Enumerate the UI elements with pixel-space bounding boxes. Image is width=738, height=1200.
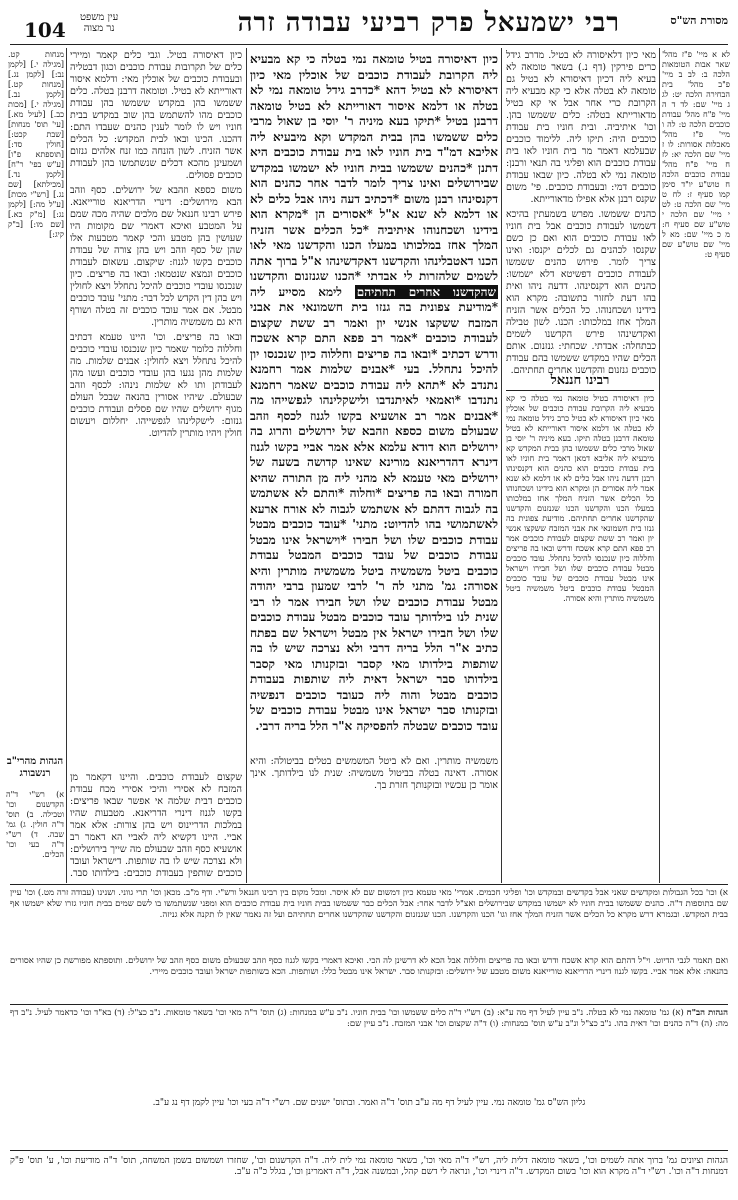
page-header — [10, 6, 728, 46]
hagahot-bach-caption: הגהות הב"ח — [686, 1008, 728, 1018]
gemara-main-text — [250, 52, 498, 752]
header-rule — [10, 44, 728, 45]
bottom-rashi-text: א) וכו' בכל הגבולות ומקדשים שאני אבל בקדשים ובמקדש וכו' ופליגי חכמים. אמרי' מאי טעמא כיון דמשום שם לא איסר. ומכל מקום בין רבינו חננאל ורש"י. ודף מ"ב. מכאן וכו' תרי גווני. ושנינו (עבודה זרה מט.) וכו' עיין שם בתוספות ד"ה. כהנים ששמשו בבית חוניו לא ישמשו במקדש שבירושלים ואצ"ל לדבר אחר: אבל הכלים כבר ששמשו בבית חוניו בית עבודת כוכבים הוא ומפני שנשתמשו בו לשם שמים בבית חוניו גזרו שלא ישמשו אף בבית המקדש. ובגמרא דרש מקרא כל הכלים אשר הזניח המלך אחז וגו' הכנו והקדשנו. הכנו שגנזנום והקדשנו שהקדשנו אחרים תחתיהם ועל זה נאמר שאין לו תקנה אלא גניזה. — [10, 888, 728, 920]
section-rule — [10, 1004, 728, 1005]
rabbeinu-chananel-column — [506, 394, 654, 878]
hagahot-text: א) רש"י ד"ה הקדשנום וכו' וטבילה. ב) תוס' ד"ה חולין. ג) גמ' שבה. ד) רש"י ד"ה בעי וכו' הכלים. — [6, 790, 64, 859]
rashi-text-3: ובאו בה פריצים. וכו' היינו טעמא דכתיב וחללוה כלומר שאמר כיון שנכנסו עובדי כוכבים להיכל נתחלל ויצא לחולין: אבנים שלמות. מה שלמות מהן נגעו בהן עובדי כוכבים ועשו מהן לעבודתן ותו לא שלמות נינהו: לכסף וזהב שבעולם. שיהיו אסורין בהנאה שבכל העולם מגוף ירושלים שהיו שם פסלים ועבודת כוכבים גנזום: לישקלינהו לגפשייהו. יחללום ויעשום חולין ויהיו מותרין להדיוט. — [70, 332, 242, 439]
rashi-text-1: כיון דאיסורה בטיל. וגבי כלים קאמר ומיירי כלים של תקרובות עבודת כוכבים וכגון דבטליה ובעבודת כוכבים של אוכלין מאי: ודלמא איסור דאורייתא לא בטיל. וטומאה דרבנן בטלה. כלים ששמשו בהן במקדש ששמשו בהן עבודת כוכבים מהו להשתמש בהן שוב במקדש בבית חוניו ויש לו לומר לענין כהנים שעבדו התם: דהכנו. הכינו ובאו לבית המקדש: כל הכלים אשר הזניח. לשון הזנחה כמו זנח אלהים גנזום ושמעינן מהכא דכלים שנשתמשו בהן לעבודת כוכבים פסולים. — [70, 50, 242, 181]
tosafot-text-1: מאי כיון דלאיסורה לא בטיל. מדרב גידל כרים פירקין (דף נ.) בשאר טומאה לא בעיא ליה דכיון דאיסורא לא בטיל גם טומאה לא בטלה אלא כי קא מבעיא ליה הקרובת כרי אחר אבל אי קא בטיל מדאורייתא בטלה: כלים ששמשו בהן. וכו' איתיביה. ובית חוניו בית עבודת כוכבים היה: תיקו ליה. ללימוד כוכבים שבעלמא דאמר מר בית חוניו לאו בית עבודת כוכבים הוא ופליגי בה תנאי ורבנן: טומאה נמי לא בטלה. כיון שבאו עבודת כוכבים דמי: ובעבודת כוכבים. פי' משום שקנס רבנן אלא אפילו מדאורייתא. — [506, 50, 656, 205]
section-rule — [10, 1150, 728, 1151]
hagahot-vetziyunim — [10, 1156, 728, 1196]
rashi-column — [70, 50, 242, 770]
caption-rule — [506, 390, 654, 391]
highlighted-phrase: שהקדשנו אחרים תחתיהם — [356, 284, 496, 299]
divider — [501, 48, 502, 883]
bottom-commentary — [10, 888, 728, 954]
bottom-commentary-2 — [10, 956, 728, 1000]
hagahot-caption: הגהות מהרי"ב רנשבורג — [6, 756, 64, 779]
hagahot-column — [6, 790, 64, 880]
divider — [246, 48, 247, 883]
gemara-text-1: כיון דאיסורה בטיל טומאה נמי בטלה כי קא מבעיא ליה הקרובת לעבודת כוכבים של אוכלין מאי כיון דאיסורא לא בטיל דהא *כדרב גידל טומאה נמי לא בטלה או דלמא איסור דאורייתא לא בטיל טומאה דרבנן בטיל *תיקו בעא מיניה ר' יוסי בן שאול מרבי כלים ששמשו בהן בבית המקדש וקא מיבעיא ליה אליבא דמ"ד בית חוניו לאו בית עבודת כוכבים היא דתנן *כהנים ששמשו בבית חוניו לא ישמשו במקדש שבירושלים ואינו צריך לומר לדבר אחר כהנים הוא דקנסינהו רבנן משום *דכתיב דעה ניהו אבל כלים לא או דלמא לא שנא א"ל *אסורים הן *מקרא הוא בידינו ושכחנוהו איתיביה *כל הכלים אשר הזניח המלך אחז במלכותו במעלו הכנו והקדשנו מאי לאו הכנו דאטבלינהו והקדשנו דאקדשינהו א"ל ברוך אתה לשמים שלהזרות לי אבדתי *הכנו שגנזנום והקדשנו — [250, 52, 498, 283]
rashi-text-2: משום כספא וזהבא של ירושלים. כסף וזהב הבא מירושלים: דינרי הדריאנא טורייאנא. פירש רבינו חננאל שם מלכים שהיה מכה שמם על המטבע ואיכא דאמרי שם מקומות היו שעושין בהן מטבע והכי קאמר מטבעות אלו שהן של כסף וזהב ויש בהן צורה של עבודת כוכבים בקשו לגנוז: שיקצום. עשאום לעבודת כוכבים ונמצא שנטמאו: ובאו בה פריצים. כיון שנכנסו עובדי כוכבים להיכל נתחלל ויצא לחולין ויש בהן דין הקדש לכל דבר: מתני' עובד כוכבים מבטל. אם אמר עובד כוכבים זה בטלה ושורף היא גם משמשיה מותרין. — [70, 185, 242, 328]
section-rule — [10, 884, 728, 885]
divider — [659, 48, 660, 883]
rabbeinu-chananel-caption: רבינו חננאל — [550, 373, 610, 388]
tosafot-column-left — [70, 772, 242, 880]
tosafot-column-bottom — [250, 756, 498, 880]
tosafot-text-3: שקצום לעבודת כוכבים. והיינו דקאמר מן המזבח לא אסירי והיכי אסירי מכח עבודת כוכבים דבית שלמה אי אפשר שבאו פריצים: בקשו לגנוז דינרי הדריאנא. מטבעות שהיו במלכות הדריינוס ויש בהן צורות: אלא אמר אביי. היינו דקשיא ליה לאביי הא דאמר רב אושעיא כסף וזהב שבעולם מה שייך בירושלים: ולא נצרכה שיש לו בה שותפות. דישראל ועובד כוכבים שותפין בעבודת כוכבים: בילדותו סבר. — [70, 772, 242, 879]
tosafot-text-4: משמשיה מותרין. ואם לא ביטל המשמשים בטלים בביטולה: והיא אסורה. דאינה בטלה בביטול משמשיה: שנית לנו בילדותך. אינך אומר כן עכשיו ובזקנותך חזרת בך. — [250, 756, 498, 791]
tosafot-text-2: כהנים ששמשו. מפרש בשמעתין בהיכא דשמשו לעבודת כוכבים אבל בית חוניו לאו עבודת כוכבים הוא ואם כן כשם שקנסו לכהנים גם לכלים יקנסו: ואינו צריך לומר. פירוש כהנים ששמשו לעבודת כוכבים דפשיטא דלא ישמשו: כהנים הוא דקנסינהו. דדעה ניהו ואית בהו דעת לחזור בתשובה: מקרא הוא בידינו ושכחנוהו. כל הכלים אשר הזניח המלך אחז במלכותו: הכנו. לשון טבילה ואקדשינהו פירש הקדשנו לשמים כבתחלה: אבדתי. שכחתי: גנזנום. אותם הכלים שהיו במקדש ששמשו בהם עבודת כוכבים גנזנום והקדשנו אחרים תחתיהם. — [506, 209, 656, 376]
masoret-hashas-label: מסורת הש"ס — [670, 14, 728, 27]
ein-mishpat-label: עין משפט נר מצוה — [80, 12, 119, 34]
tosafot-column-top — [506, 50, 656, 395]
hagahot-bach-text: (א) גמ' טומאה נמי לא בטלה. נ"ב עיין לעיל דף מה ע"א: (ב) רש"י ד"ה כלים ששמשו וכו' בבית חוניו. נ"ב ע"ש במנחות: (ג) תוס' ד"ה מאי וכו' בשאר טומאות. נ"ב כצ"ל: (ד) בא"ד וכו' כדאמר לעיל. נ"ב דף מה: (ה) ד"ה כהנים וכו' דאית בהו. נ"ב כצ"ל ונ"ב ע"ש תוס' במנחות: (ו) ד"ה שקצום וכו' אבני המזבח. נ"ב עיין שם: — [10, 1008, 728, 1029]
gemara-text-2: לימא מסייע ליה *מודיעת צפונית בה גנזו בית חשמונאי את אבני המזבח ששקצו אנשי יון ואמר רב ששת שקצום לעבודת כוכבים *אמר רב פפא התם קרא אשכח ודרש דכתיב *ובאו בה פריצים וחללוה כיון שנכנסו יון להיכל נתחלל. בעי *אבנים שלמות אמר רחמנא נתנדב לא *תהא ליה עבודת כוכבים שאמר רחמנא נתנדבו *ואמאי לאיתנדבו ולישקלינהו לגפשייהו מה *אבנים אמר רב אושעיא בקשו לגנוז לכסף וזהב שבעולם משום כספא וזהבא של ירושלים והרוג בה ירושלים הוא דודא עלמא אלא אמר אביי בקשו לגנוז דינרא דהדריאנא מורינא שאינו קדושה בשעה של ירושלים מאי טעמא לא מהני ליה מן התורה שהיא חמורה ובאו בה פריצים *וחלוה *והתם לא אשתמש בה לגבוה דהתם לא אשתמש לגבוה לא אורח ארעא לאשתמושי בהו להדיוט: מתני' *עובד כוכבים מבטל עבודת כוכבים שלו ושל חבירו *וישראל אינו מבטל עבודת כוכבים של עובד כוכבים המבטל עבודת כוכבים ביטל משמשיה ביטל משמשיה מותרין והיא אסורה: גמ' מתני לה ר' לרבי שמעון ברבי יהודה מבטל עבודת כוכבים שלו ושל חבירו אמר לו רבי שנית לנו בילדותך עובד כוכבים מבטל עבודת כוכבים שלו ושל חבירו ישראל אין מבטל וישראל שם בפתח כתיב א"ר הלל בריה דרבי ולא נצרכה שיש לו בה שותפות בילדותו מאי קסבר ובזקנותו מאי קסבר בילדותו סבר ישראל דאית ליה שותפות בעבודת כוכבים מבטל והוה ליה כעובד כוכבים דנפשיה ובזקנותו סבר ישראל אינו מבטל עבודת כוכבים של עובד כוכבים שבטלה להפסיקה א"ר הלל בריה דרבי. — [250, 284, 498, 733]
margin-references-right — [662, 50, 730, 880]
margin-left-text: מנחות קט. [מגילה י.] [לקמן נב:] [לקמן נג.] [מנחות קט.] [לקמן נב.] [מגילה י.] [מכות כב.] [לעיל מא.] [עי' תוס' מנחות] [שבת קכט:] [חולין סד:] [תוספתא פ"ו] [ע"ש בפי' ר"ח] [לקמן נד.] [מכילתא] [שם נג.] [רש"י מכות] [ע"ל מה:] [לקמן נג:] [מ"ק כא.] [שם מו:] [ב"ק קיג:] — [8, 50, 64, 239]
divider — [66, 48, 67, 883]
bottom-rashi-text-2: ואם תאמר לגבי הדיוט. וי"ל דהתם הוא קרא אשכח ודרש ובאו בה פריצים וחללוה אבל הכא לא דרשינן לה הכי. ואיכא דאמרי בקשו לגנוז כסף וזהב שבעולם משום כסף וזהב של ירושלים. ותוספתא מפורשת כן שהיו אסורים בהנאה: אלא אמר אביי. בקשו לגנוז דינרי הדריאנא טורייאנא משום מטבע של ירושלים: ובזקנותו סבר. ישראל אינו מבטל כלל: ושותפות. הכא בשותפות ישראל ועובד כוכבים מיירי. — [10, 956, 728, 977]
hagahot-bach — [10, 1008, 728, 1064]
page-number: 104 — [24, 18, 66, 42]
margin-right-text: לא א מיי' פ"ז מהל' שאר אבות הטומאות הלכה ב: לב ב מיי' פ"ב מהל' בית הבחירה הלכה יט: לג ג מיי' שם: לד ד ה מיי' פ"ח מהל' עבודת כוכבים הלכה ט: לה ו מיי' פ"ז מהל' מאכלות אסורות: לו ז מיי' שם הלכה יא: לז ח מיי' פ"ח מהל' עבודת כוכבים הלכה ח טוש"ע יו"ד סימן קמו סעיף ז: לח ט מיי' שם הלכה ט: לט י מיי' שם הלכה י טוש"ע שם סעיף ח: מ כ מיי' שם: מא ל מיי' שם טוש"ע שם סעיף ט: — [662, 50, 730, 259]
gilyon-hashas-text: גליון הש"ס גמ' טומאה נמי. עיין לעיל דף מה ע"ב תוס' ד"ה ואמר. ובתוס' ישנים שם. רש"י ד"ה בעי וכו' עיין לקמן דף נג ע"ב. — [152, 1098, 586, 1108]
hagahot-vetziyunim-text: הגהות וציונים גמ' ברוך אתה לשמים וכו', בשאר טומאה דלית ליה, רש"י ד"ה מאי וכו', בשאר טומאה נמי לית ליה. ד"ה הקדשנום וכו', שחזרו ושמשום בשמן המשחה, תוס' ד"ה מודיעת וכו', ע' תוס' פ"ק דמנחות ד"ה וכו'. רש"י ד"ה מקרא הוא וכו' בשום המקדש. ד"ה דינרי וכו', ונראה לי דשם קהל, ובמשנה אבל, ד"ה דאמרינן וכו', בגלל כ"ה ע"ב. — [10, 1156, 728, 1177]
gilyon-hashas — [10, 1098, 728, 1112]
page-title: רבי ישמעאל פרק רביעי עבודה זרה — [237, 8, 620, 38]
margin-references-left — [8, 50, 64, 750]
rabbeinu-chananel-text: כיון דאיסורה בטיל טומאה נמי בטלה כי קא מבעיא ליה הקרובת עבודת כוכבים של אוכלין מאי כיון דאיסורא לא בטיל כרב גידל טומאה נמי לא בטלה או דלמא איסור דאורייתא לא בטיל טומאה דרבנן בטלה תיקו. בעא מיניה ר' יוסי בן שאול מרבי כלים ששמשו בהן בבית המקדש קא מיבעיא ליה אליבא דמאן דאמר בית חוניו לאו בית עבודת כוכבים הוא כהנים הוא דקנסינהו רבנן דדעה ניהו אבל כלים לא או דלמא לא שנא אמר ליה אסורים הן ומקרא הוא בידינו ושכחנוהו כל הכלים אשר הזניח המלך אחז במלכותו במעלו הכנו והקדשנו הכנו שגנזנום והקדשנו שהקדשנו אחרים תחתיהם. מודיעת צפונית בה גנזו בית חשמונאי את אבני המזבח ששקצו אנשי יון ואמר רב ששת שקצום לעבודת כוכבים אמר רב פפא התם קרא אשכח ודרש ובאו בה פריצים וחללוה כיון שנכנסו להיכל נתחלל. עובד כוכבים מבטל עבודת כוכבים שלו ושל חבירו וישראל אינו מבטל עבודת כוכבים של עובד כוכבים המבטל עבודת כוכבים ביטל משמשיה ביטל משמשיה מותרין והיא אסורה. — [506, 394, 654, 603]
